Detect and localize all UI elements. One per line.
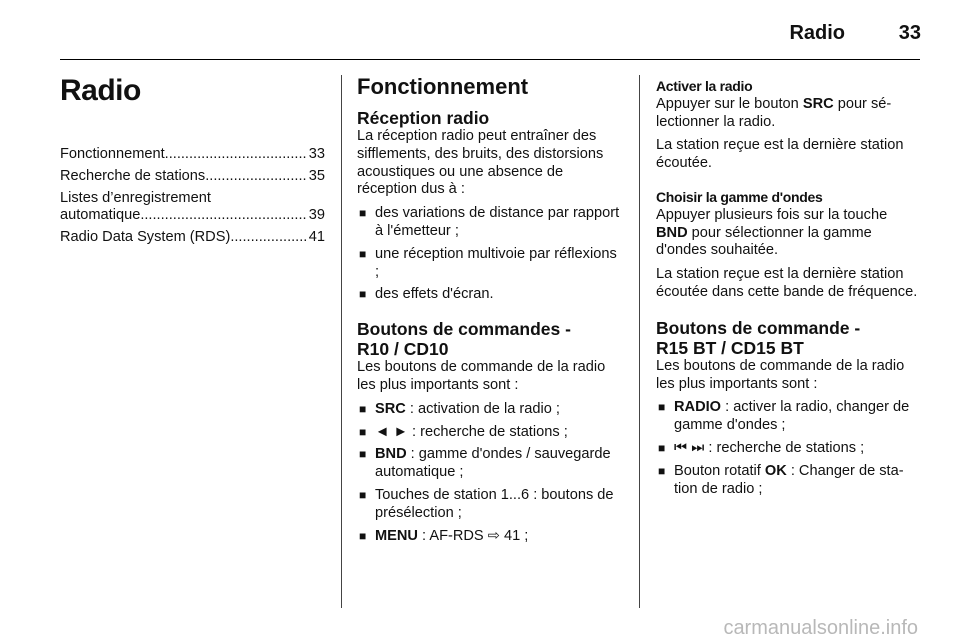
toc-leader [205,168,306,186]
paragraph: La station reçue est la dernière station écoutée dans cette bande de fréquence. [656,266,918,300]
bullet-icon: ■ [359,401,367,416]
toc-page: 41 [308,229,325,246]
section-heading: Fonctionnement [357,74,529,99]
bullet-icon: ■ [359,447,367,462]
column-divider [341,75,342,608]
paragraph: La réception radio peut entraîner des sifflements, des bruits, des distorsions acoustiques ou une absence de réception dus à : [357,128,604,198]
toc-leader [140,207,305,225]
header-title: Radio [789,22,845,44]
toc-entry[interactable] [60,229,325,247]
subsection-heading: R15 BT / CD15 BT [656,337,804,358]
column-divider [639,75,640,608]
paragraph: Les boutons de commande de la radio les plus importants sont : [656,357,905,392]
bullet-icon: ■ [359,287,367,302]
key-label: BND [375,446,407,463]
toc-entry[interactable] [60,146,325,164]
key-label: RADIO [674,399,722,416]
subsection-heading: Boutons de commandes - [357,319,571,340]
list-item: ■ une réception multivoie par réflexions ; [359,245,617,280]
bullet-icon: ■ [359,206,367,221]
bullet-icon: ■ [359,528,367,543]
bullet-icon: ■ [359,424,367,439]
toc-page: 35 [308,167,325,184]
chapter-title: Radio [60,74,141,107]
list-item: ■ BND : gamme d'ondes / sauvegarde automatique ; [359,446,611,481]
bullet-list [656,399,921,498]
bullet-icon: ■ [359,487,367,502]
toc-label: automatique [60,207,141,224]
toc-leader [165,146,306,164]
subsection-heading: Boutons de commande - [656,317,861,338]
paragraph: La station reçue est la dernière station écoutée. [656,137,904,172]
list-item: ■ SRC : activation de la radio ; [359,400,560,417]
bullet-icon: ■ [658,440,666,455]
list-item: ■ des effets d'écran. [359,286,494,303]
bullet-icon: ■ [359,246,367,261]
middle-column [357,74,622,550]
paragraph: Appuyer sur le bouton SRC pour sélectionner la radio. [656,95,892,130]
list-item: ■ ◄ ► : recherche de stations ; [359,423,568,440]
key-label: BND [656,224,688,241]
key-label: SRC [375,400,406,417]
list-item: ■ des variations de distance par rapport à l'émetteur ; [359,205,620,239]
key-label: SRC [802,95,834,112]
toc-page: 39 [308,207,325,224]
toc-label: Fonctionnement [60,146,165,162]
list-item: ■ ⏮ ⏭ : recherche de stations ; [658,439,865,456]
toc-entry[interactable] [60,190,325,226]
watermark: carmanualsonline.info [723,617,918,639]
subsection-heading: Réception radio [357,108,490,128]
key-label: OK [764,462,787,479]
toc-leader [230,229,305,247]
toc-page: 33 [308,146,325,162]
table-of-contents [60,146,325,247]
left-column [60,74,325,251]
list-item: ■ Bouton rotatif OK : Changer de station de radio ; [658,462,904,497]
right-column [656,78,921,503]
bullet-icon: ■ [658,400,666,415]
toc-label: Radio Data System (RDS) [60,229,231,246]
toc-label: Listes d’enregistrement [60,189,211,206]
subsection-heading: Choisir la gamme d'ondes [656,188,823,205]
toc-label: Recherche de stations [60,167,206,184]
paragraph: Appuyer plusieurs fois sur la touche BND pour sélectionner la gamme d'ondes souhaitée. [656,206,888,259]
list-item: ■ Touches de station 1...6 : boutons de présélection ; [359,486,614,521]
list-item: ■ RADIO : activer la radio, changer de gamme d'ondes ; [658,399,910,434]
page-number: 33 [898,22,921,44]
header-divider [60,59,920,60]
key-label: MENU [375,527,418,544]
bullet-list [357,401,622,546]
subsection-heading: R10 / CD10 [357,339,449,360]
bullet-icon: ■ [658,463,666,478]
toc-entry[interactable] [60,168,325,186]
paragraph: Les boutons de commande de la radio les plus importants sont : [357,359,606,393]
bullet-list [357,205,622,304]
list-item: ■ MENU : AF-RDS ⇨ 41 ; [359,527,529,544]
subsection-heading: Activer la radio [656,78,753,94]
